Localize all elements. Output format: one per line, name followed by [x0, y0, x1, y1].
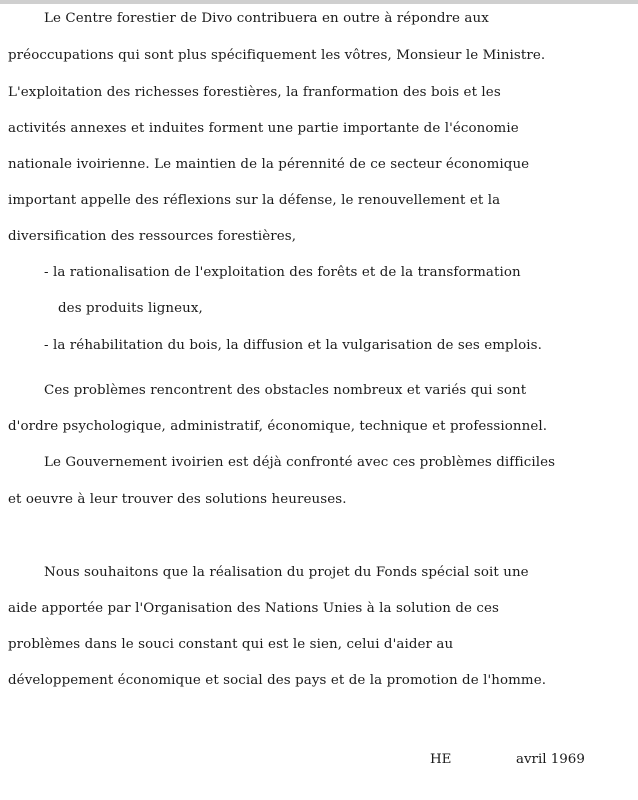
text-line: Le Gouvernement ivoirien est déjà confronté avec ces problèmes difficiles — [44, 455, 556, 470]
text-line: Ces problèmes rencontrent des obstacles nombreux et variés qui sont — [44, 383, 527, 398]
text-line: des produits ligneux, — [58, 301, 203, 316]
text-line: diversification des ressources forestières, — [8, 229, 297, 244]
text-line: Le Centre forestier de Divo contribuera en outre à répondre aux — [44, 11, 489, 26]
text-line: problèmes dans le souci constant qui est le sien, celui d'aider au — [8, 637, 454, 652]
text-line: aide apportée par l'Organisation des Nations Unies à la solution de ces — [8, 601, 499, 616]
bullet-line: - la rationalisation de l'exploitation des forêts et de la transformation — [44, 265, 521, 280]
text-line: et oeuvre à leur trouver des solutions heureuses. — [8, 492, 347, 507]
text-line: important appelle des réflexions sur la défense, le renouvellement et la — [8, 193, 501, 208]
text-line: activités annexes et induites forment une partie importante de l'économie — [8, 121, 519, 136]
bullet-line: - la réhabilitation du bois, la diffusion et la vulgarisation de ses emplois. — [44, 338, 542, 353]
text-line: L'exploitation des richesses forestières, la franformation des bois et les — [8, 85, 501, 100]
text-line: d'ordre psychologique, administratif, économique, technique et professionnel. — [8, 419, 548, 434]
signature-date: avril 1969 — [516, 752, 585, 767]
text-line: développement économique et social des pays et de la promotion de l'homme. — [8, 673, 547, 688]
text-line: nationale ivoirienne. Le maintien de la pérennité de ce secteur économique — [8, 157, 530, 172]
text-line: préoccupations qui sont plus spécifiquement les vôtres, Monsieur le Ministre. — [8, 48, 546, 63]
signature-initials: HE — [430, 752, 452, 767]
text-line: Nous souhaitons que la réalisation du projet du Fonds spécial soit une — [44, 565, 529, 580]
